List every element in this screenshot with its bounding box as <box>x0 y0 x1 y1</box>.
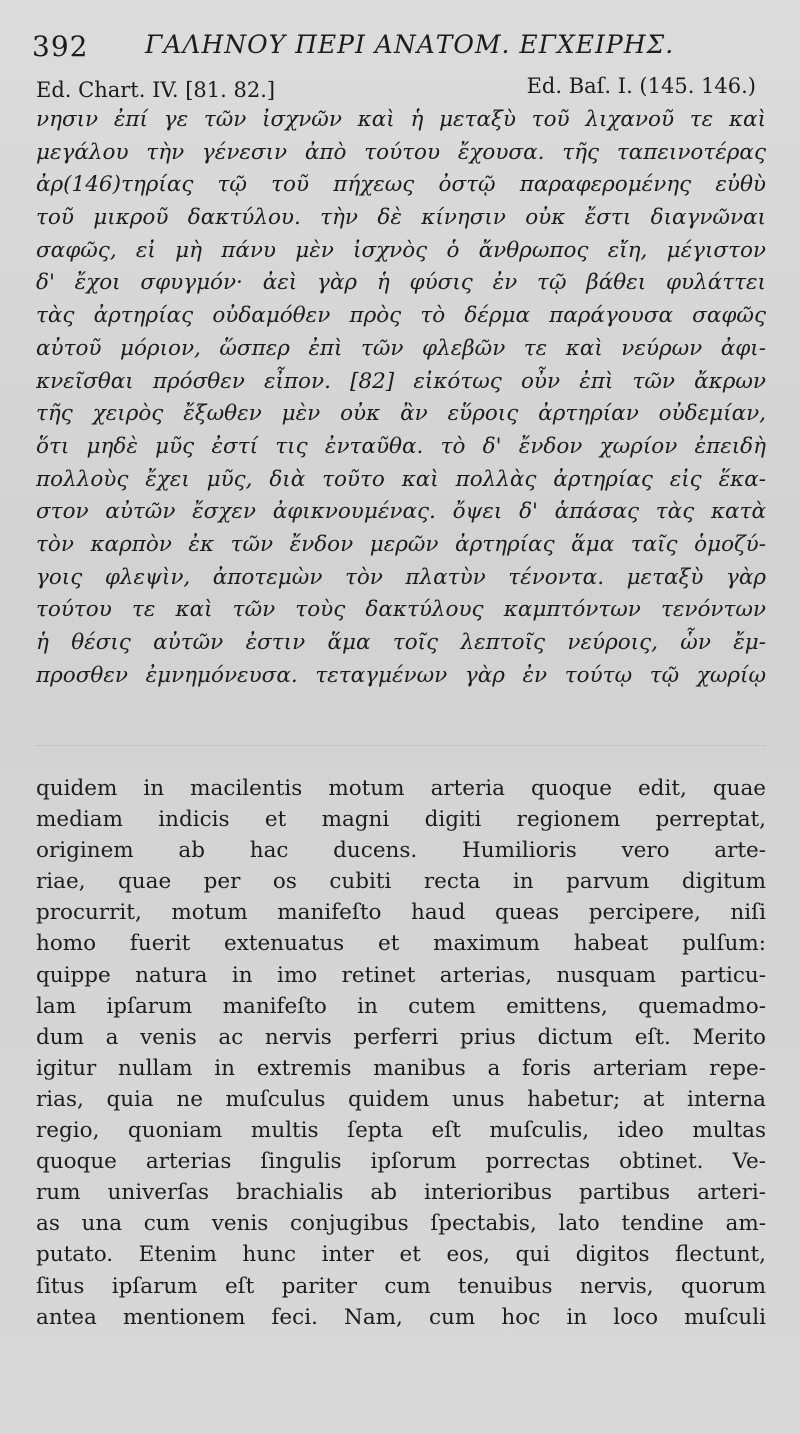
greek-line: κνεῖσθαι πρόσθεν εἶπον. [82] εἰκότως οὖν ἐπὶ τῶν ἄκρων <box>36 368 766 394</box>
greek-line: ἀρ(146)τηρίας τῷ τοῦ πήχεως ὀστῷ παραφερομένης εὐθὺ <box>36 172 766 198</box>
latin-line: as una cum venis conjugibus ſpectabis, lato tendine am- <box>36 1211 766 1237</box>
greek-line: τοῦ μικροῦ δακτύλου. τὴν δὲ κίνησιν οὐκ ἔστι διαγνῶναι <box>36 205 766 231</box>
section-divider <box>36 745 766 746</box>
edition-reference-right: Ed. Baſ. I. (145. 146.) <box>526 74 756 98</box>
latin-line: rum univerſas brachialis ab interioribus partibus arteri- <box>36 1180 766 1206</box>
running-head: ΓΑΛΗΝΟΥ ΠΕΡΙ ΑΝΑΤΟΜ. ΕΓΧΕΙΡΗΣ. <box>145 30 675 59</box>
greek-line: τὸν καρπὸν ἐκ τῶν ἔνδον μερῶν ἀρτηρίας ἅμα ταῖς ὁμοζύ- <box>36 531 766 557</box>
latin-line: procurrit, motum manifeſto haud queas percipere, niſi <box>36 900 766 926</box>
greek-line: ἡ θέσις αὐτῶν ἐστιν ἅμα τοῖς λεπτοῖς νεύροις, ὧν ἔμ- <box>36 630 766 655</box>
latin-line: lam ipſarum manifeſto in cutem emittens, quemadmo- <box>36 993 766 1019</box>
greek-line: πολλοὺς ἔχει μῦς, διὰ τοῦτο καὶ πολλὰς ἀρτηρίας εἰς ἕκα- <box>36 466 766 492</box>
latin-line: regio, quoniam multis ſepta eſt muſculis, ideo multas <box>36 1118 766 1144</box>
latin-line: quidem in macilentis motum arteria quoque edit, quae <box>36 776 766 801</box>
greek-line: αὐτοῦ μόριον, ὥσπερ ἐπὶ τῶν φλεβῶν τε καὶ νεύρων ἀφι- <box>36 335 766 361</box>
latin-line: igitur nullam in extremis manibus a foris arteriam repe- <box>36 1055 766 1081</box>
greek-line: γοις φλεψὶν, ἀποτεμὼν τὸν πλατὺν τένοντα. μεταξὺ γὰρ <box>36 564 766 590</box>
greek-line: τούτου τε καὶ τῶν τοὺς δακτύλους καμπτόντων τενόντων <box>36 597 766 623</box>
latin-text-block <box>36 773 766 1333</box>
greek-text-block <box>36 104 766 692</box>
greek-line: νησιν ἐπί γε τῶν ἰσχνῶν καὶ ἡ μεταξὺ τοῦ λιχανοῦ τε καὶ <box>36 107 766 132</box>
latin-line: mediam indicis et magni digiti regionem perreptat, <box>36 807 766 833</box>
latin-line: quoque arterias ſingulis ipſorum porrectas obtinet. Ve- <box>36 1149 766 1175</box>
greek-line: τῆς χειρὸς ἔξωθεν μὲν οὐκ ἂν εὕροις ἀρτηρίαν οὐδεμίαν, <box>36 401 766 427</box>
latin-line: putato. Etenim hunc inter et eos, qui digitos flectunt, <box>36 1242 766 1268</box>
latin-line: rias, quia ne muſculus quidem unus habetur; at interna <box>36 1086 766 1112</box>
latin-line: riae, quae per os cubiti recta in parvum digitum <box>36 869 766 895</box>
latin-line: quippe natura in imo retinet arterias, nusquam particu- <box>36 962 766 988</box>
latin-line: dum a venis ac nervis perferri prius dictum eſt. Merito <box>36 1024 766 1050</box>
greek-line: προσθεν ἐμνημόνευσα. τεταγμένων γὰρ ἐν τούτῳ τῷ χωρίῳ <box>36 662 766 688</box>
latin-line: ſitus ipſarum eſt pariter cum tenuibus nervis, quorum <box>36 1273 766 1299</box>
edition-reference-left: Ed. Chart. IV. [81. 82.] <box>36 78 276 102</box>
greek-line: στον αὐτῶν ἔσχεν ἀφικνουμένας. ὄψει δ' ἁπάσας τὰς κατὰ <box>36 499 766 525</box>
greek-line: τὰς ἀρτηρίας οὐδαμόθεν πρὸς τὸ δέρμα παράγουσα σαφῶς <box>36 303 766 329</box>
latin-line: homo fuerit extenuatus et maximum habeat pulſum: <box>36 931 766 957</box>
latin-line: antea mentionem feci. Nam, cum hoc in loco muſculi <box>36 1304 766 1330</box>
latin-line: originem ab hac ducens. Humilioris vero arte- <box>36 838 766 864</box>
greek-line: δ' ἔχοι σφυγμόν· ἀεὶ γὰρ ἡ φύσις ἐν τῷ βάθει φυλάττει <box>36 270 766 296</box>
greek-line: σαφῶς, εἰ μὴ πάνυ μὲν ἰσχνὸς ὁ ἄνθρωπος εἴη, μέγιστον <box>36 237 766 263</box>
greek-line: μεγάλου τὴν γένεσιν ἀπὸ τούτου ἔχουσα. τῆς ταπεινοτέρας <box>36 139 766 165</box>
greek-line: ὅτι μηδὲ μῦς ἐστί τις ἐνταῦθα. τὸ δ' ἔνδον χωρίον ἐπειδὴ <box>36 433 766 459</box>
page-number: 392 <box>32 30 89 63</box>
